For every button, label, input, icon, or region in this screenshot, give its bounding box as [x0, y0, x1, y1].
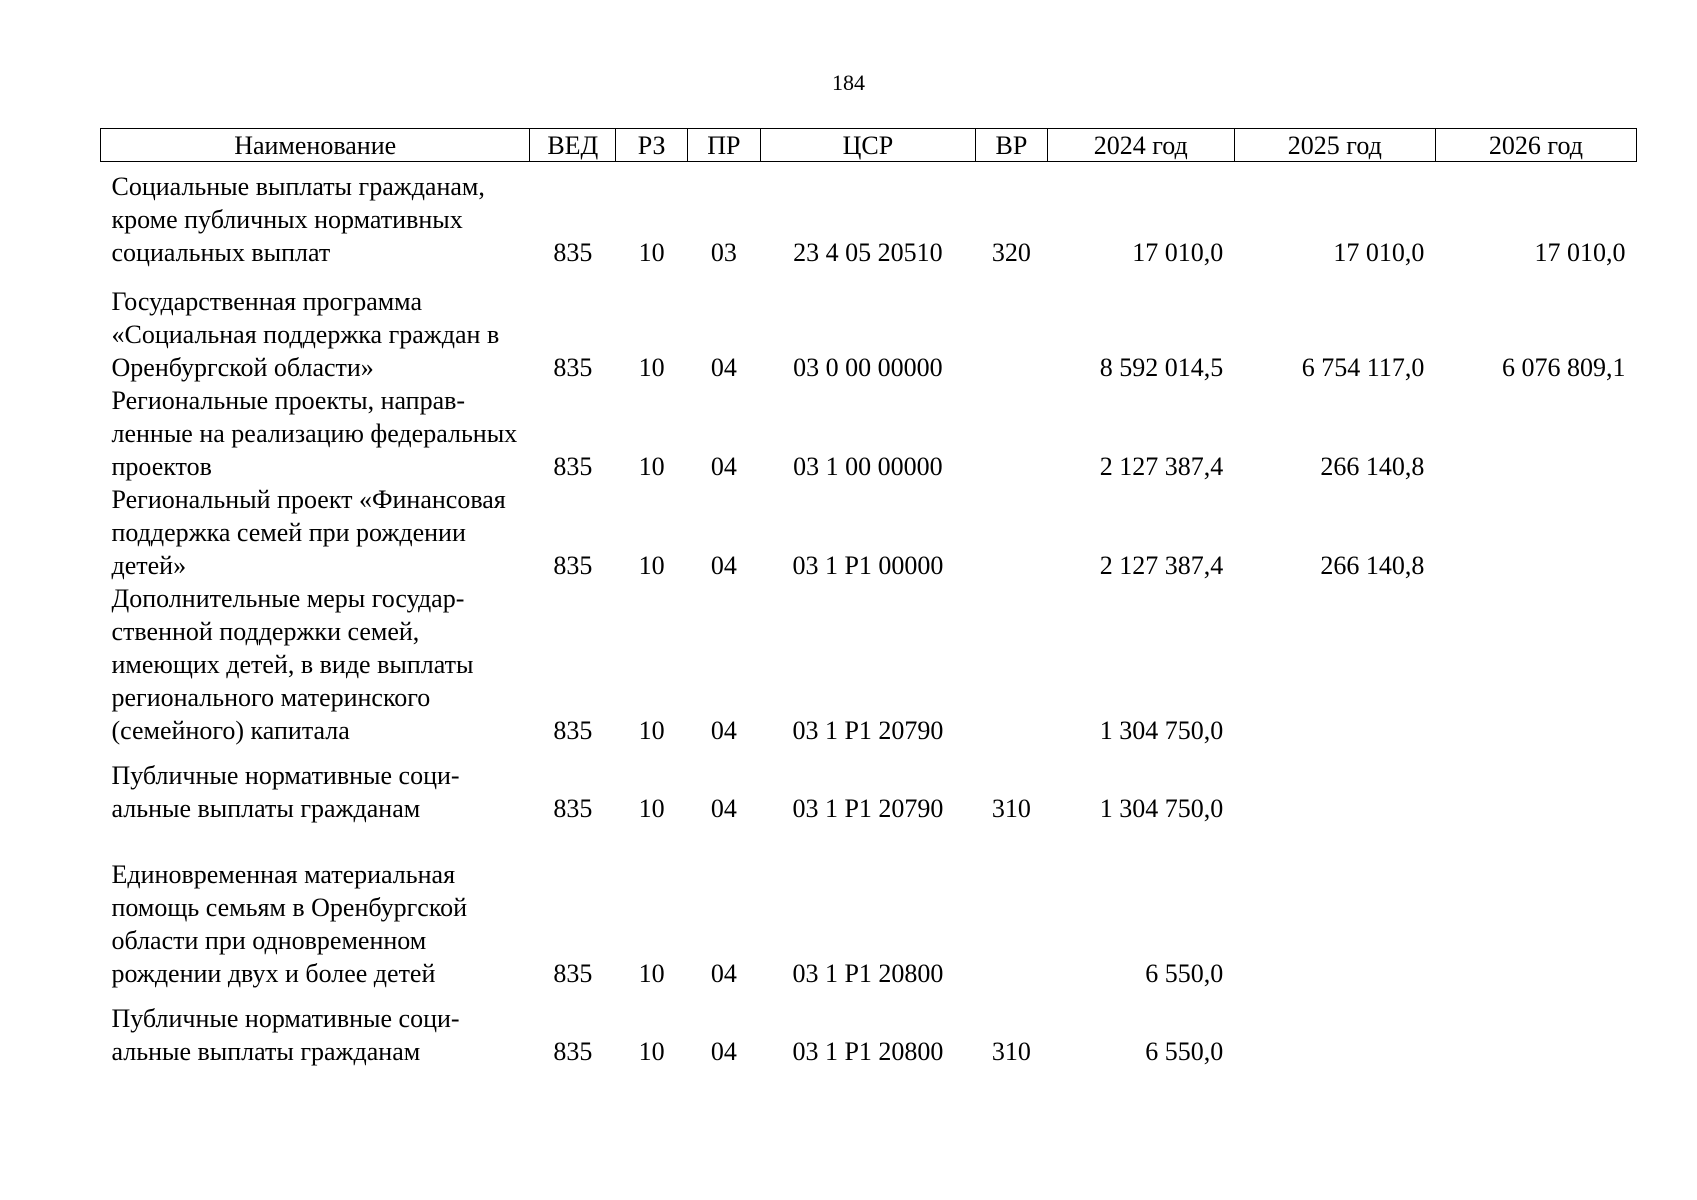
header-name: Наименование	[101, 129, 530, 162]
row-2024: 17 010,0	[1132, 238, 1224, 267]
row-vr	[976, 825, 1048, 990]
header-vr: ВР	[976, 129, 1048, 162]
row-ved: 835	[553, 716, 593, 745]
table-row	[101, 990, 1637, 1068]
row-2024: 2 127 387,4	[1099, 452, 1224, 481]
row-pr: 03	[710, 238, 737, 267]
row-pr: 04	[710, 794, 737, 823]
row-vr	[976, 483, 1048, 582]
table-row	[101, 483, 1637, 582]
row-2025	[1234, 990, 1435, 1068]
row-2026: 6 076 809,1	[1502, 353, 1626, 382]
row-2024: 6 550,0	[1145, 1037, 1224, 1066]
row-2024: 1 304 750,0	[1099, 716, 1224, 745]
header-2024: 2024 год	[1047, 129, 1234, 162]
row-2024: 8 592 014,5	[1099, 353, 1224, 382]
row-csr: 03 1 Р1 20800	[792, 1037, 944, 1066]
table-row	[101, 269, 1637, 384]
row-csr: 03 1 Р1 20800	[792, 959, 944, 988]
row-vr	[976, 582, 1048, 747]
row-name: Региональный проект «Финансовая поддержка семей при рождении детей»	[111, 485, 506, 580]
row-ved: 835	[553, 452, 593, 481]
table-row	[101, 825, 1637, 990]
row-name: Государственная программа «Социальная поддержка граждан в Оренбургской области»	[111, 287, 500, 382]
row-vr: 320	[991, 238, 1031, 267]
row-2025: 266 140,8	[1320, 551, 1425, 580]
row-2026	[1435, 582, 1636, 747]
table-row	[101, 384, 1637, 483]
row-vr	[976, 384, 1048, 483]
row-vr: 310	[991, 1037, 1031, 1066]
row-ved: 835	[553, 1037, 593, 1066]
row-2026	[1435, 384, 1636, 483]
row-pr: 04	[710, 551, 737, 580]
row-name: Региональные проекты, направленные на реализацию федеральных проектов	[111, 386, 518, 481]
row-name: Дополнительные меры государственной поддержки семей, имеющих детей, в виде выплаты регионального материнского (семейного) капитала	[111, 584, 474, 745]
row-csr: 23 4 05 20510	[793, 238, 943, 267]
row-rz: 10	[638, 716, 665, 745]
row-ved: 835	[553, 794, 593, 823]
header-ved: ВЕД	[530, 129, 616, 162]
table-row	[101, 162, 1637, 270]
row-rz: 10	[638, 1037, 665, 1066]
row-2025: 17 010,0	[1333, 238, 1425, 267]
header-2026: 2026 год	[1435, 129, 1636, 162]
page-number: 184	[832, 70, 865, 95]
row-2025	[1234, 582, 1435, 747]
row-csr: 03 0 00 00000	[793, 353, 943, 382]
row-ved: 835	[553, 353, 593, 382]
row-csr: 03 1 00 00000	[793, 452, 943, 481]
row-pr: 04	[710, 716, 737, 745]
header-2025: 2025 год	[1234, 129, 1435, 162]
row-pr: 04	[710, 959, 737, 988]
row-2026	[1435, 483, 1636, 582]
row-2025	[1234, 747, 1435, 825]
row-rz: 10	[638, 551, 665, 580]
table-row	[101, 747, 1637, 825]
row-pr: 04	[710, 353, 737, 382]
row-name: Единовременная материальная помощь семьям в Оренбургской области при одновременном рождении двух и более детей	[111, 860, 468, 988]
row-vr	[976, 269, 1048, 384]
header-csr: ЦСР	[760, 129, 975, 162]
row-2026	[1435, 990, 1636, 1068]
table-header-row	[101, 129, 1637, 162]
header-rz: РЗ	[616, 129, 688, 162]
row-ved: 835	[553, 959, 593, 988]
row-csr: 03 1 Р1 00000	[792, 551, 944, 580]
row-2025	[1234, 825, 1435, 990]
budget-table	[100, 128, 1637, 1068]
row-name: Публичные нормативные социальные выплаты гражданам	[111, 1004, 460, 1066]
row-vr: 310	[991, 794, 1031, 823]
row-rz: 10	[638, 959, 665, 988]
row-2026	[1435, 825, 1636, 990]
row-2025: 6 754 117,0	[1301, 353, 1425, 382]
row-ved: 835	[553, 551, 593, 580]
row-csr: 03 1 Р1 20790	[792, 794, 944, 823]
row-2024: 6 550,0	[1145, 959, 1224, 988]
row-2026: 17 010,0	[1534, 238, 1626, 267]
row-ved: 835	[553, 238, 593, 267]
row-2024: 2 127 387,4	[1099, 551, 1224, 580]
row-pr: 04	[710, 1037, 737, 1066]
row-rz: 10	[638, 794, 665, 823]
row-csr: 03 1 Р1 20790	[792, 716, 944, 745]
row-rz: 10	[638, 353, 665, 382]
row-name: Публичные нормативные социальные выплаты гражданам	[111, 761, 460, 823]
row-2024: 1 304 750,0	[1099, 794, 1224, 823]
header-pr: ПР	[687, 129, 760, 162]
row-name: Социальные выплаты гражданам, кроме публичных нормативных социальных выплат	[111, 172, 485, 267]
row-rz: 10	[638, 452, 665, 481]
row-2026	[1435, 747, 1636, 825]
row-2025: 266 140,8	[1320, 452, 1425, 481]
row-pr: 04	[710, 452, 737, 481]
table-row	[101, 582, 1637, 747]
row-rz: 10	[638, 238, 665, 267]
